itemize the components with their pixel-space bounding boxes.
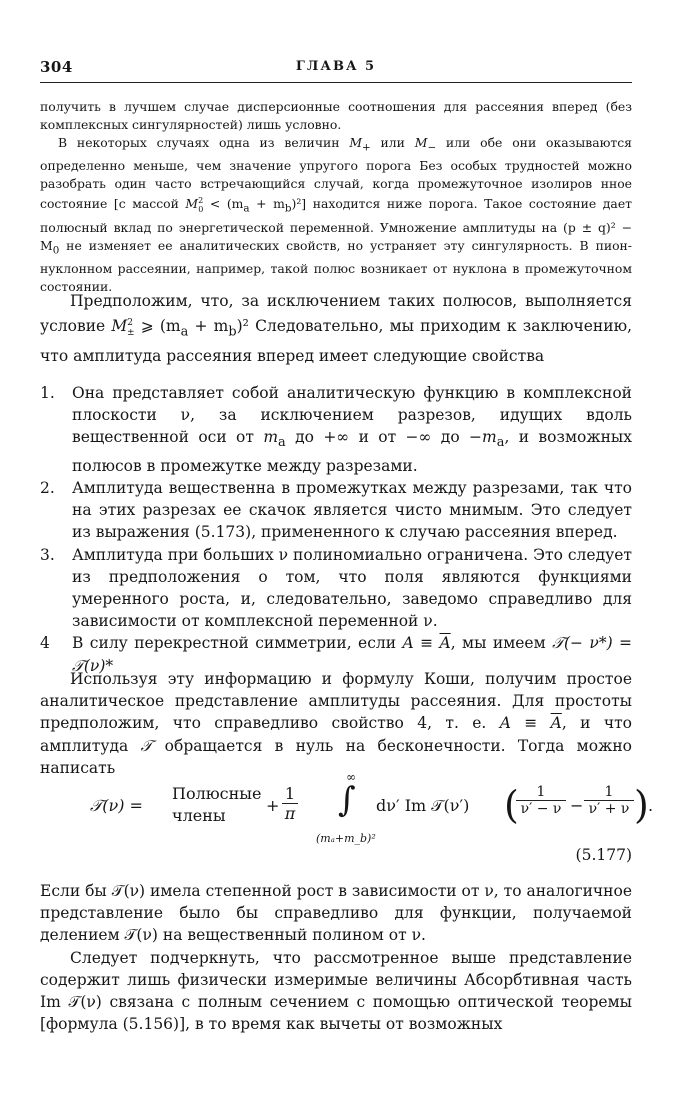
integral-upper-limit: ∞ [346, 770, 356, 784]
cauchy-paragraph: Используя эту информацию и формулу Коши, получим простое аналитическое представление амплитуды рассеяния. Для простоты предположим, что справедливо свойство 4, т. е. $A \equiv \overline{A}$, и что амплитуда 𝒯 обращается в нуль на бесконечности. Тогда можно написать [40, 670, 632, 777]
chapter-title: ГЛАВА 5 [295, 59, 377, 74]
list-item: 3. Амплитуда при больших ν полиномиально ограничена. Это следует из предположения о том, что поля являются функциями умеренного роста, и, следовательно, заведомо справедливо для зависимости от комплексной переменной ν. [40, 545, 632, 631]
list-item: 4 В силу перекрестной симметрии, если $A \equiv \overline{A}$, мы имеем 𝒯(− ν*) = 𝒯(ν)* [40, 634, 633, 675]
closing-paragraph-2: Следует подчеркнуть, что рассмотренное выше представление содержит лишь физически измеримые величины Абсорбтивная часть Im 𝒯(ν) связана с полным сечением с помощью оптической теоремы [формула (5.156)], в то время как вычеты от возможных [40, 948, 632, 1034]
integrand: dν′ Im 𝒯(ν′) [376, 796, 470, 815]
page-header [40, 58, 632, 80]
integral-sign: ∫ [338, 780, 356, 820]
right-paren: ) [634, 783, 649, 827]
poles-label-bottom: члены [172, 806, 226, 825]
plus-sign: + [266, 796, 280, 815]
left-paren: ( [504, 783, 519, 827]
closing-block [40, 880, 632, 1035]
small-paragraph-2: В некоторых случаях одна из величин $M_+$ или $M_-$ или обе они оказываются определенно меньше, чем значение упругого порога Без особых трудностей можно разобрать один часто встречающийся случай, когда промежуточное изолиров нное состояние [с массой $M^2_0 < (m_a + m_b)^2$] находится ниже порога. Такое состояние дает полюсный вклад по энергетической переменной. Умножение амплитуды на $(p \pm q)^2 - M_0$ не изменяет ее аналитических свойств, но устраняет эту сингулярность. В пион-нуклонном рассеянии, например, такой полюс возникает от нуклона в промежуточном состоянии. [40, 134, 633, 294]
fraction-1: $\frac{1}{\nu' - \nu}$ [516, 784, 566, 817]
equation-number: (5.177) [575, 846, 632, 864]
integral-lower-limit: (mₐ+m_b)² [316, 832, 376, 845]
properties-list [40, 382, 632, 677]
minus-sign: − [570, 796, 584, 815]
small-paragraph-1: получить в лучшем случае дисперсионные соотношения для рассеяния вперед (без комплексных сингулярностей) лишь условно. [40, 99, 632, 132]
small-print-block [40, 98, 632, 296]
intro-paragraph: Предположим, что, за исключением таких полюсов, выполняется условие $M^2_\pm$ ⩾ $(m_a + m_b)^2$ Следовательно, мы приходим к заключению, что амплитуда рассеяния вперед имеет следующие свойства [40, 292, 632, 365]
list-item: 1. Она представляет собой аналитическую функцию в комплексной плоскости ν, за исключением разрезов, идущих вдоль вещественной оси от $m_a$ до +∞ и от −∞ до $-m_a$, и возможных полюсов в промежутке между разрезами. [40, 384, 633, 475]
one-over-pi: $\frac{1}{\pi}$ [282, 784, 298, 823]
list-item: 2. Амплитуда вещественна в промежутках между разрезами, так что на этих разрезах ее скачок является чисто мнимым. Это следует из выражения (5.173), примененного к случаю рассеяния вперед. [40, 478, 632, 542]
page-number: 304 [40, 58, 73, 76]
closing-paragraph-1: Если бы 𝒯(ν) имела степенной рост в зависимости от ν, то аналогичное представление было бы справедливо для функции, получаемой делением 𝒯(ν) на вещественный полином от ν. [40, 882, 632, 945]
formula-period: . [648, 796, 654, 815]
equation-5-177 [40, 770, 654, 864]
formula-lhs: 𝒯(ν) = [90, 796, 143, 815]
poles-label-top: Полюсные [172, 784, 262, 803]
fraction-2: $\frac{1}{\nu' + \nu}$ [584, 784, 634, 817]
header-rule [40, 82, 632, 83]
